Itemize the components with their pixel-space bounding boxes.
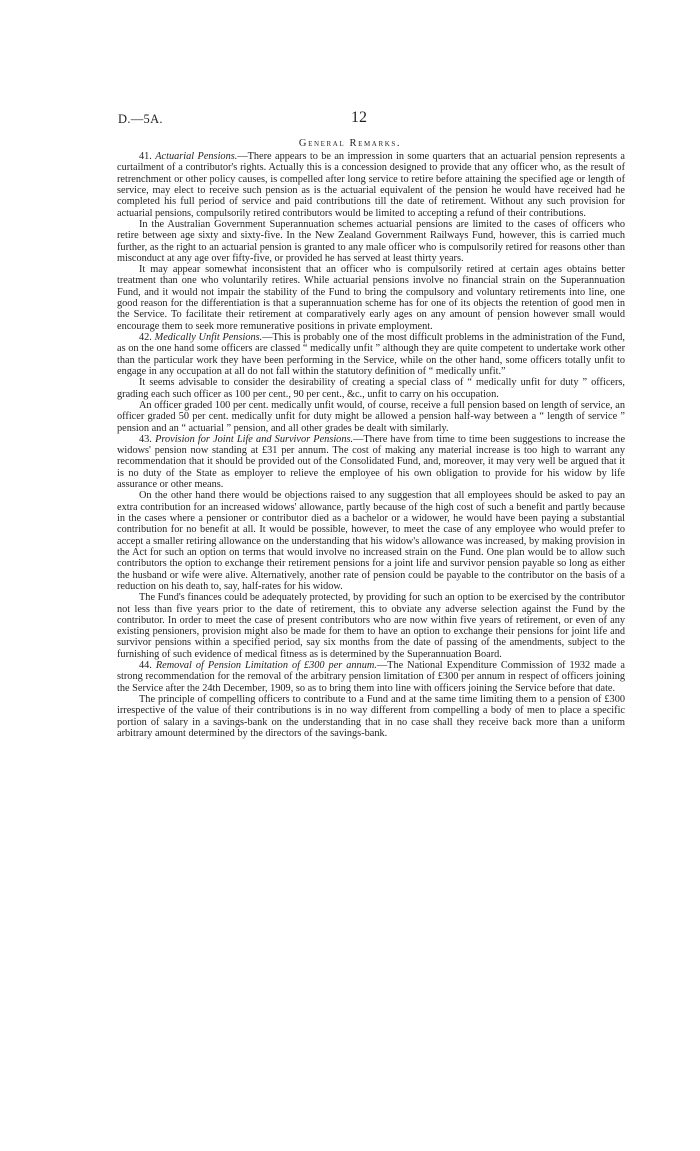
paragraph xyxy=(117,592,625,660)
paragraph xyxy=(117,434,625,491)
paragraph xyxy=(117,332,625,377)
paragraph xyxy=(117,660,625,694)
page-number: 12 xyxy=(351,109,367,126)
paragraph xyxy=(117,490,625,592)
paragraph-text: It may appear somewhat inconsistent that an officer who is compulsorily retired at certain ages obtains better treatment than one who voluntarily retires. While actuarial pensions involve no financial strain on the Superannuation Fund, and it would not impair the stability of the Fund to bring the compulsory and voluntary retirements into line, one good reason for the differentiation is that a superannuation scheme has for one of its objects the retention of good men in the Service. To facilitate their retirement at comparatively early ages on any amount of pension however small would encourage them to seek more remunerative positions in private employment. xyxy=(117,264,625,332)
paragraph xyxy=(117,219,625,264)
section-heading: General Remarks. xyxy=(298,138,402,149)
paragraph-text: The principle of compelling officers to contribute to a Fund and at the same time limiting them to a pension of £300 irrespective of the value of their contributions is in no way different from compelling a body of men to place a specific portion of salary in a savings-bank on the understanding that in no case shall they receive back more than a uniform arbitrary amount determined by the directors of the savings-bank. xyxy=(117,694,625,739)
paragraph xyxy=(117,264,625,332)
paragraph-text: —This is probably one of the most difficult problems in the administration of the Fund, as on the one hand some officers are classed “ medically unfit ” although they are quite competent to undertake work other than the particular work they have been performing in the Service, while on the other hand, some officers totally unfit to engage in any occupation at all do not fall within the statutory definition of “ medically unfit.” xyxy=(117,332,625,377)
paragraph xyxy=(117,151,625,219)
paragraph-text: —There appears to be an impression in some quarters that an actuarial pension represents a curtailment of a contributor's rights. Actually this is a concession designed to provide that any officer who, as the result of retrenchment or other policy causes, is compelled after long service to retire before attaining the specified age or length of service, may elect to receive such pension as is the actuarial equivalent of the pension he would have received had he completed his full period of service and paid contributions till the date of retirement. Without any such provision for actuarial pensions, compulsorily retired contributors would be limited to accepting a refund of their contributions. xyxy=(117,151,625,219)
page-reference: D.—5A. xyxy=(118,112,163,126)
paragraph-text: The Fund's finances could be adequately protected, by providing for such an option to be exercised by the contributor not less than five years prior to the date of retirement, this to obviate any adverse selection against the Fund by the contributor. In order to meet the case of present contributors who are now within five years of retirement, or even of any existing pensioners, provision might also be made for them to have an option to exchange their pensions for joint life and survivor pensions within a specified period, say six months from the date of passing of the amendments, subject to the furnishing of such evidence of medical fitness as is determined by the Superannuation Board. xyxy=(117,592,625,660)
document-body xyxy=(117,151,625,739)
paragraph-text: It seems advisable to consider the desirability of creating a special class of “ medically unfit for duty ” officers, grading each such officer as 100 per cent., 90 per cent., &c., unfit to carry on his occupation. xyxy=(117,377,625,400)
paragraph-number: 41. xyxy=(139,151,152,162)
paragraph-heading: Medically Unfit Pensions. xyxy=(154,332,263,343)
paragraph-number: 42. xyxy=(139,332,152,343)
paragraph-heading: Removal of Pension Limitation of £300 per annum. xyxy=(155,660,377,672)
paragraph-text: —There have from time to time been suggestions to increase the widows' pension now standing at £31 per annum. The cost of making any material increase is too high to warrant any recommendation that it should be provided out of the Consolidated Fund, and, moreover, it may very well be argued that it is no duty of the State as employer to relieve the employee of his own obligation to provide for his widow by life assurance or other means. xyxy=(117,433,626,491)
paragraph xyxy=(117,400,625,434)
paragraph xyxy=(117,377,625,400)
paragraph xyxy=(117,694,625,739)
paragraph-heading: Actuarial Pensions. xyxy=(155,151,238,162)
paragraph-text: On the other hand there would be objections raised to any suggestion that all employees should be asked to pay an extra contribution for an increased widows' allowance, partly because of the high cost of such a benefit and partly because in the cases where a pensioner or contributor died as a bachelor or a widower, he would have been paying a substantial contribution for no benefit at all. It would be possible, however, to meet the case of any employee who would prefer to accept a smaller retiring allowance on the understanding that his widow's allowance was increased, by making provision in the Act for such an option on terms that would involve no increased strain on the Fund. One plan would be to allow such contributors the option to exchange their retirement pensions for a joint life and survivor pension payable so long as either the husband or wife were alive. Alternatively, another rate of pension could be payable to the contributor on the basis of a reduction on his death to, say, half-rates for his widow. xyxy=(117,490,625,592)
paragraph-number: 43. xyxy=(139,433,152,445)
paragraph-text: —The National Expenditure Commission of 1932 made a strong recommendation for the removal of the arbitrary pension limitation of £300 per annum in respect of officers joining the Service after the 24th December, 1909, so as to bring them into line with officers joining the Service before that date. xyxy=(117,660,626,694)
paragraph-number: 44. xyxy=(139,660,152,672)
paragraph-text: In the Australian Government Superannuation schemes actuarial pensions are limited to the cases of officers who retire between age sixty and sixty-five. In the New Zealand Government Railways Fund, however, this is carried much further, as the right to an actuarial pension is granted to any male officer who is compulsorily retired for reasons other than misconduct at any age over fifty-five, or provided he has served at least thirty years. xyxy=(117,218,625,264)
paragraph-text: An officer graded 100 per cent. medically unfit would, of course, receive a full pension based on length of service, an officer graded 50 per cent. medically unfit for duty might be allowed a pension half-way between a “ length of service ” pension and an “ actuarial ” pension, and all other grades be dealt with similarly. xyxy=(117,399,625,434)
paragraph-heading: Provision for Joint Life and Survivor Pensions. xyxy=(155,433,354,445)
